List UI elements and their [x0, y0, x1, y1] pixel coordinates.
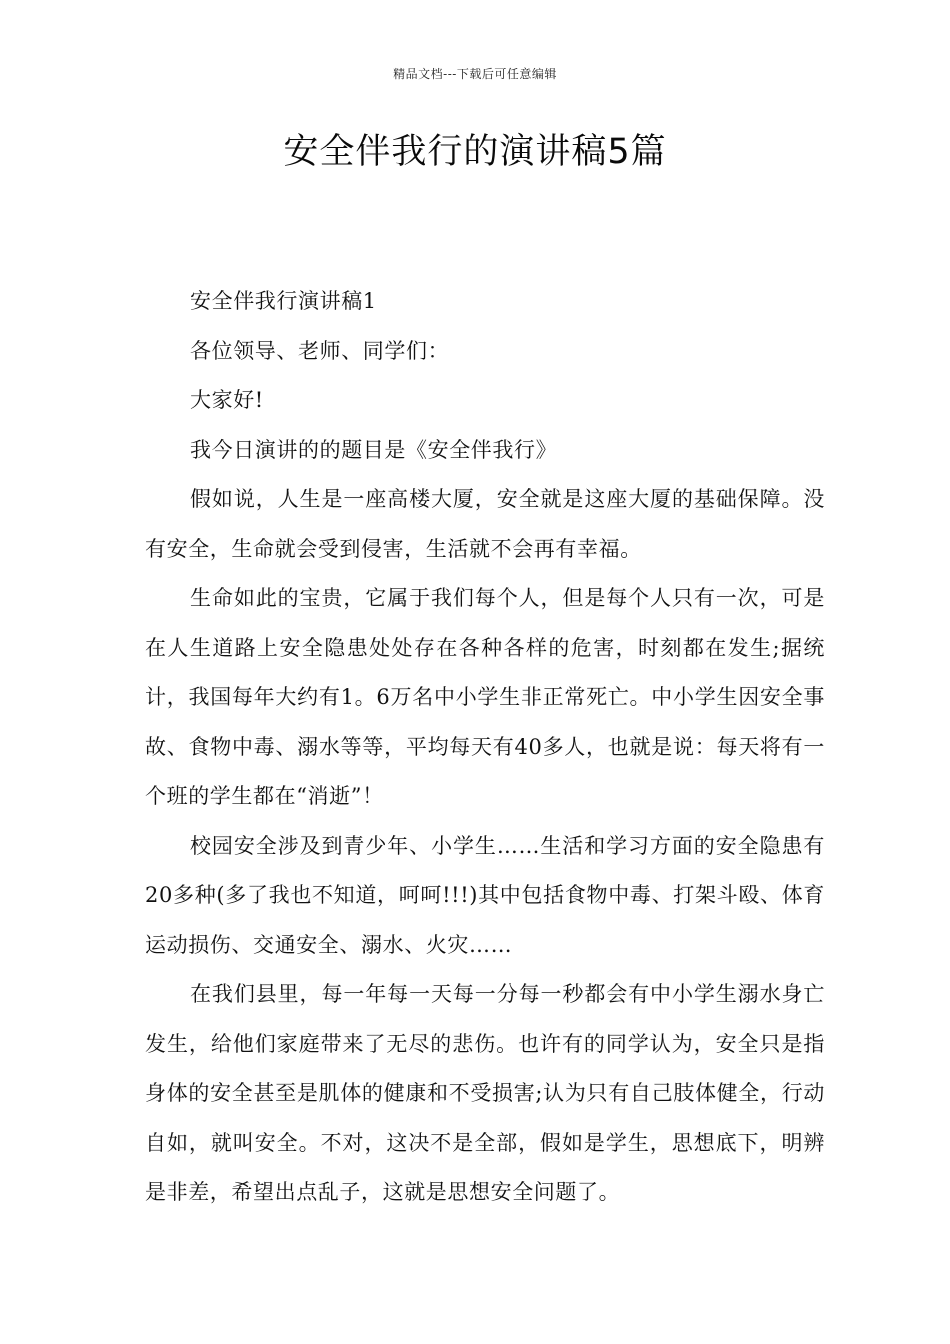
paragraph-body: 校园安全涉及到青少年、小学生……生活和学习方面的安全隐患有20多种(多了我也不知道，呵呵!!!)其中包括食物中毒、打架斗殴、体育运动损伤、交通安全、溺水、火灾……	[145, 833, 825, 957]
paragraph-speech-heading: 安全伴我行演讲稿1	[190, 289, 377, 313]
paragraph-salutation: 各位领导、老师、同学们：	[190, 338, 450, 363]
document-title: 安全伴我行的演讲稿5篇	[283, 132, 667, 172]
header-note: 精品文档---下载后可任意编辑	[393, 67, 557, 81]
paragraph-body: 在我们县里，每一年每一天每一分每一秒都会有中小学生溺水身亡发生，给他们家庭带来了无尽的悲伤。也许有的同学认为，安全只是指身体的安全甚至是肌体的健康和不受损害;认为只有自己肢体健全，行动自如，就叫安全。不对，这决不是全部，假如是学生，思想底下，明辨是非差，希望出点乱子，这就是思想安全问题了。	[145, 982, 825, 1204]
paragraph-topic: 我今日演讲的的题目是《安全伴我行》	[190, 437, 558, 462]
paragraph-body: 假如说，人生是一座高楼大厦，安全就是这座大厦的基础保障。没有安全，生命就会受到侵害，生活就不会再有幸福。	[145, 487, 825, 561]
paragraph-greeting: 大家好!	[190, 388, 264, 412]
paragraph-body: 生命如此的宝贵，它属于我们每个人，但是每个人只有一次，可是在人生道路上安全隐患处处存在各种各样的危害，时刻都在发生;据统计，我国每年大约有1。6万名中小学生非正常死亡。中小学生因安全事故、食物中毒、溺水等等，平均每天有40多人，也就是说：每天将有一个班的学生都在“消逝”！	[145, 586, 825, 808]
document-body	[145, 277, 825, 1218]
